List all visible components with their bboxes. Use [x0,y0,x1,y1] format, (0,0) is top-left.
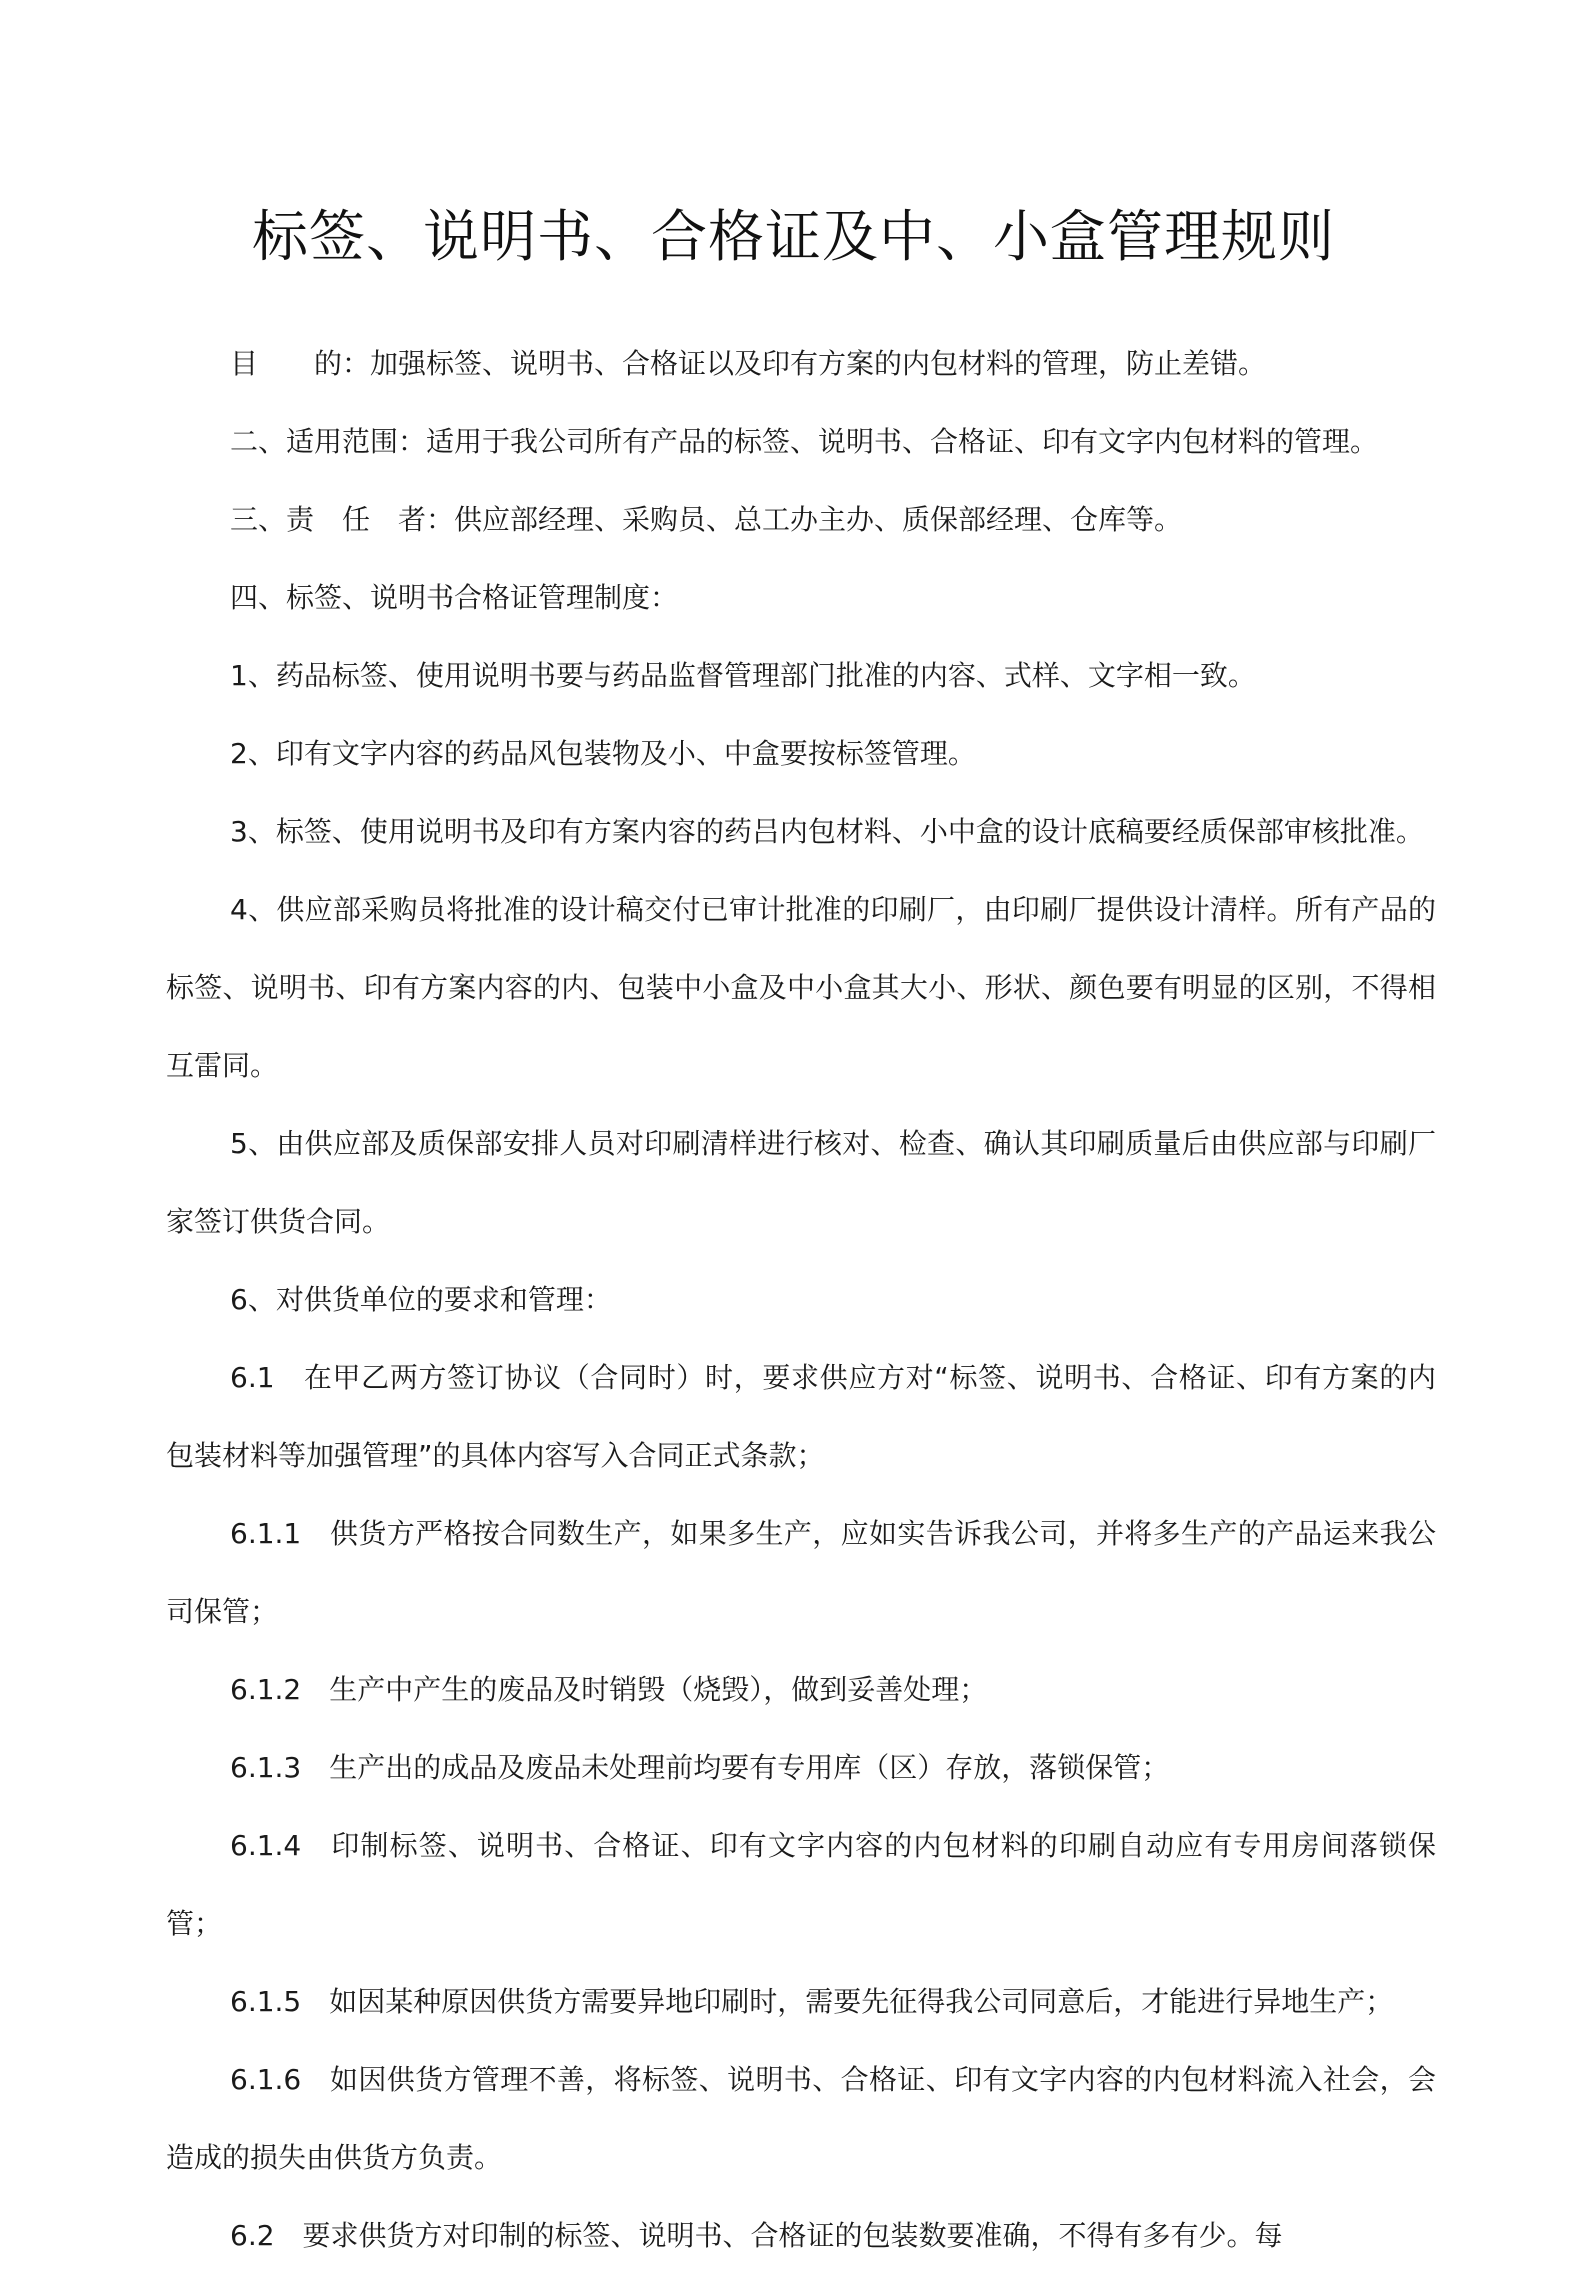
paragraph-item-5: 5、由供应部及质保部安排人员对印刷清样进行核对、检查、确认其印刷质量后由供应部与印刷厂家签订供货合同。 [166,1127,1436,1238]
document-body [166,325,1436,2275]
paragraph-item-6-1-5: 6.1.5 如因某种原因供货方需要异地印刷时，需要先征得我公司同意后，才能进行异地生产； [230,1985,1394,2018]
paragraph-scope: 二、适用范围：适用于我公司所有产品的标签、说明书、合格证、印有文字内包材料的管理。 [230,425,1379,458]
paragraph-item-6-1-2: 6.1.2 生产中产生的废品及时销毁（烧毁），做到妥善处理； [230,1673,988,1706]
paragraph-item-6-1: 6.1 在甲乙两方签订协议（合同时）时，要求供应方对“标签、说明书、合格证、印有方案的内包装材料等加强管理”的具体内容写入合同正式条款； [166,1361,1436,1472]
document-title: 标签、说明书、合格证及中、小盒管理规则 [252,205,1335,270]
paragraph-responsible: 三、责 任 者：供应部经理、采购员、总工办主办、质保部经理、仓库等。 [230,503,1183,536]
paragraph-item-6-2: 6.2 要求供货方对印制的标签、说明书、合格证的包装数要准确，不得有多有少。每 [230,2219,1283,2252]
paragraph-item-6-1-3: 6.1.3 生产出的成品及废品未处理前均要有专用库（区）存放，落锁保管； [230,1751,1170,1784]
paragraph-item-3: 3、标签、使用说明书及印有方案内容的药吕内包材料、小中盒的设计底稿要经质保部审核批准。 [230,815,1424,848]
paragraph-item-2: 2、印有文字内容的药品风包装物及小、中盒要按标签管理。 [230,737,976,770]
paragraph-purpose: 目 的：加强标签、说明书、合格证以及印有方案的内包材料的管理，防止差错。 [230,347,1267,380]
paragraph-item-6-1-6: 6.1.6 如因供货方管理不善，将标签、说明书、合格证、印有文字内容的内包材料流入社会，会造成的损失由供货方负责。 [166,2063,1436,2174]
paragraph-item-4: 4、供应部采购员将批准的设计稿交付已审计批准的印刷厂，由印刷厂提供设计清样。所有产品的标签、说明书、印有方案内容的内、包装中小盒及中小盒其大小、形状、颜色要有明显的区别，不得相互雷同。 [166,893,1436,1082]
paragraph-item-1: 1、药品标签、使用说明书要与药品监督管理部门批准的内容、式样、文字相一致。 [230,659,1256,692]
paragraph-item-6-1-4: 6.1.4 印制标签、说明书、合格证、印有文字内容的内包材料的印刷自动应有专用房间落锁保管； [166,1829,1436,1940]
paragraph-item-6: 6、对供货单位的要求和管理： [230,1283,612,1316]
paragraph-system-heading: 四、标签、说明书合格证管理制度： [230,581,679,614]
paragraph-item-6-1-1: 6.1.1 供货方严格按合同数生产，如果多生产，应如实告诉我公司，并将多生产的产品运来我公司保管； [166,1517,1436,1628]
